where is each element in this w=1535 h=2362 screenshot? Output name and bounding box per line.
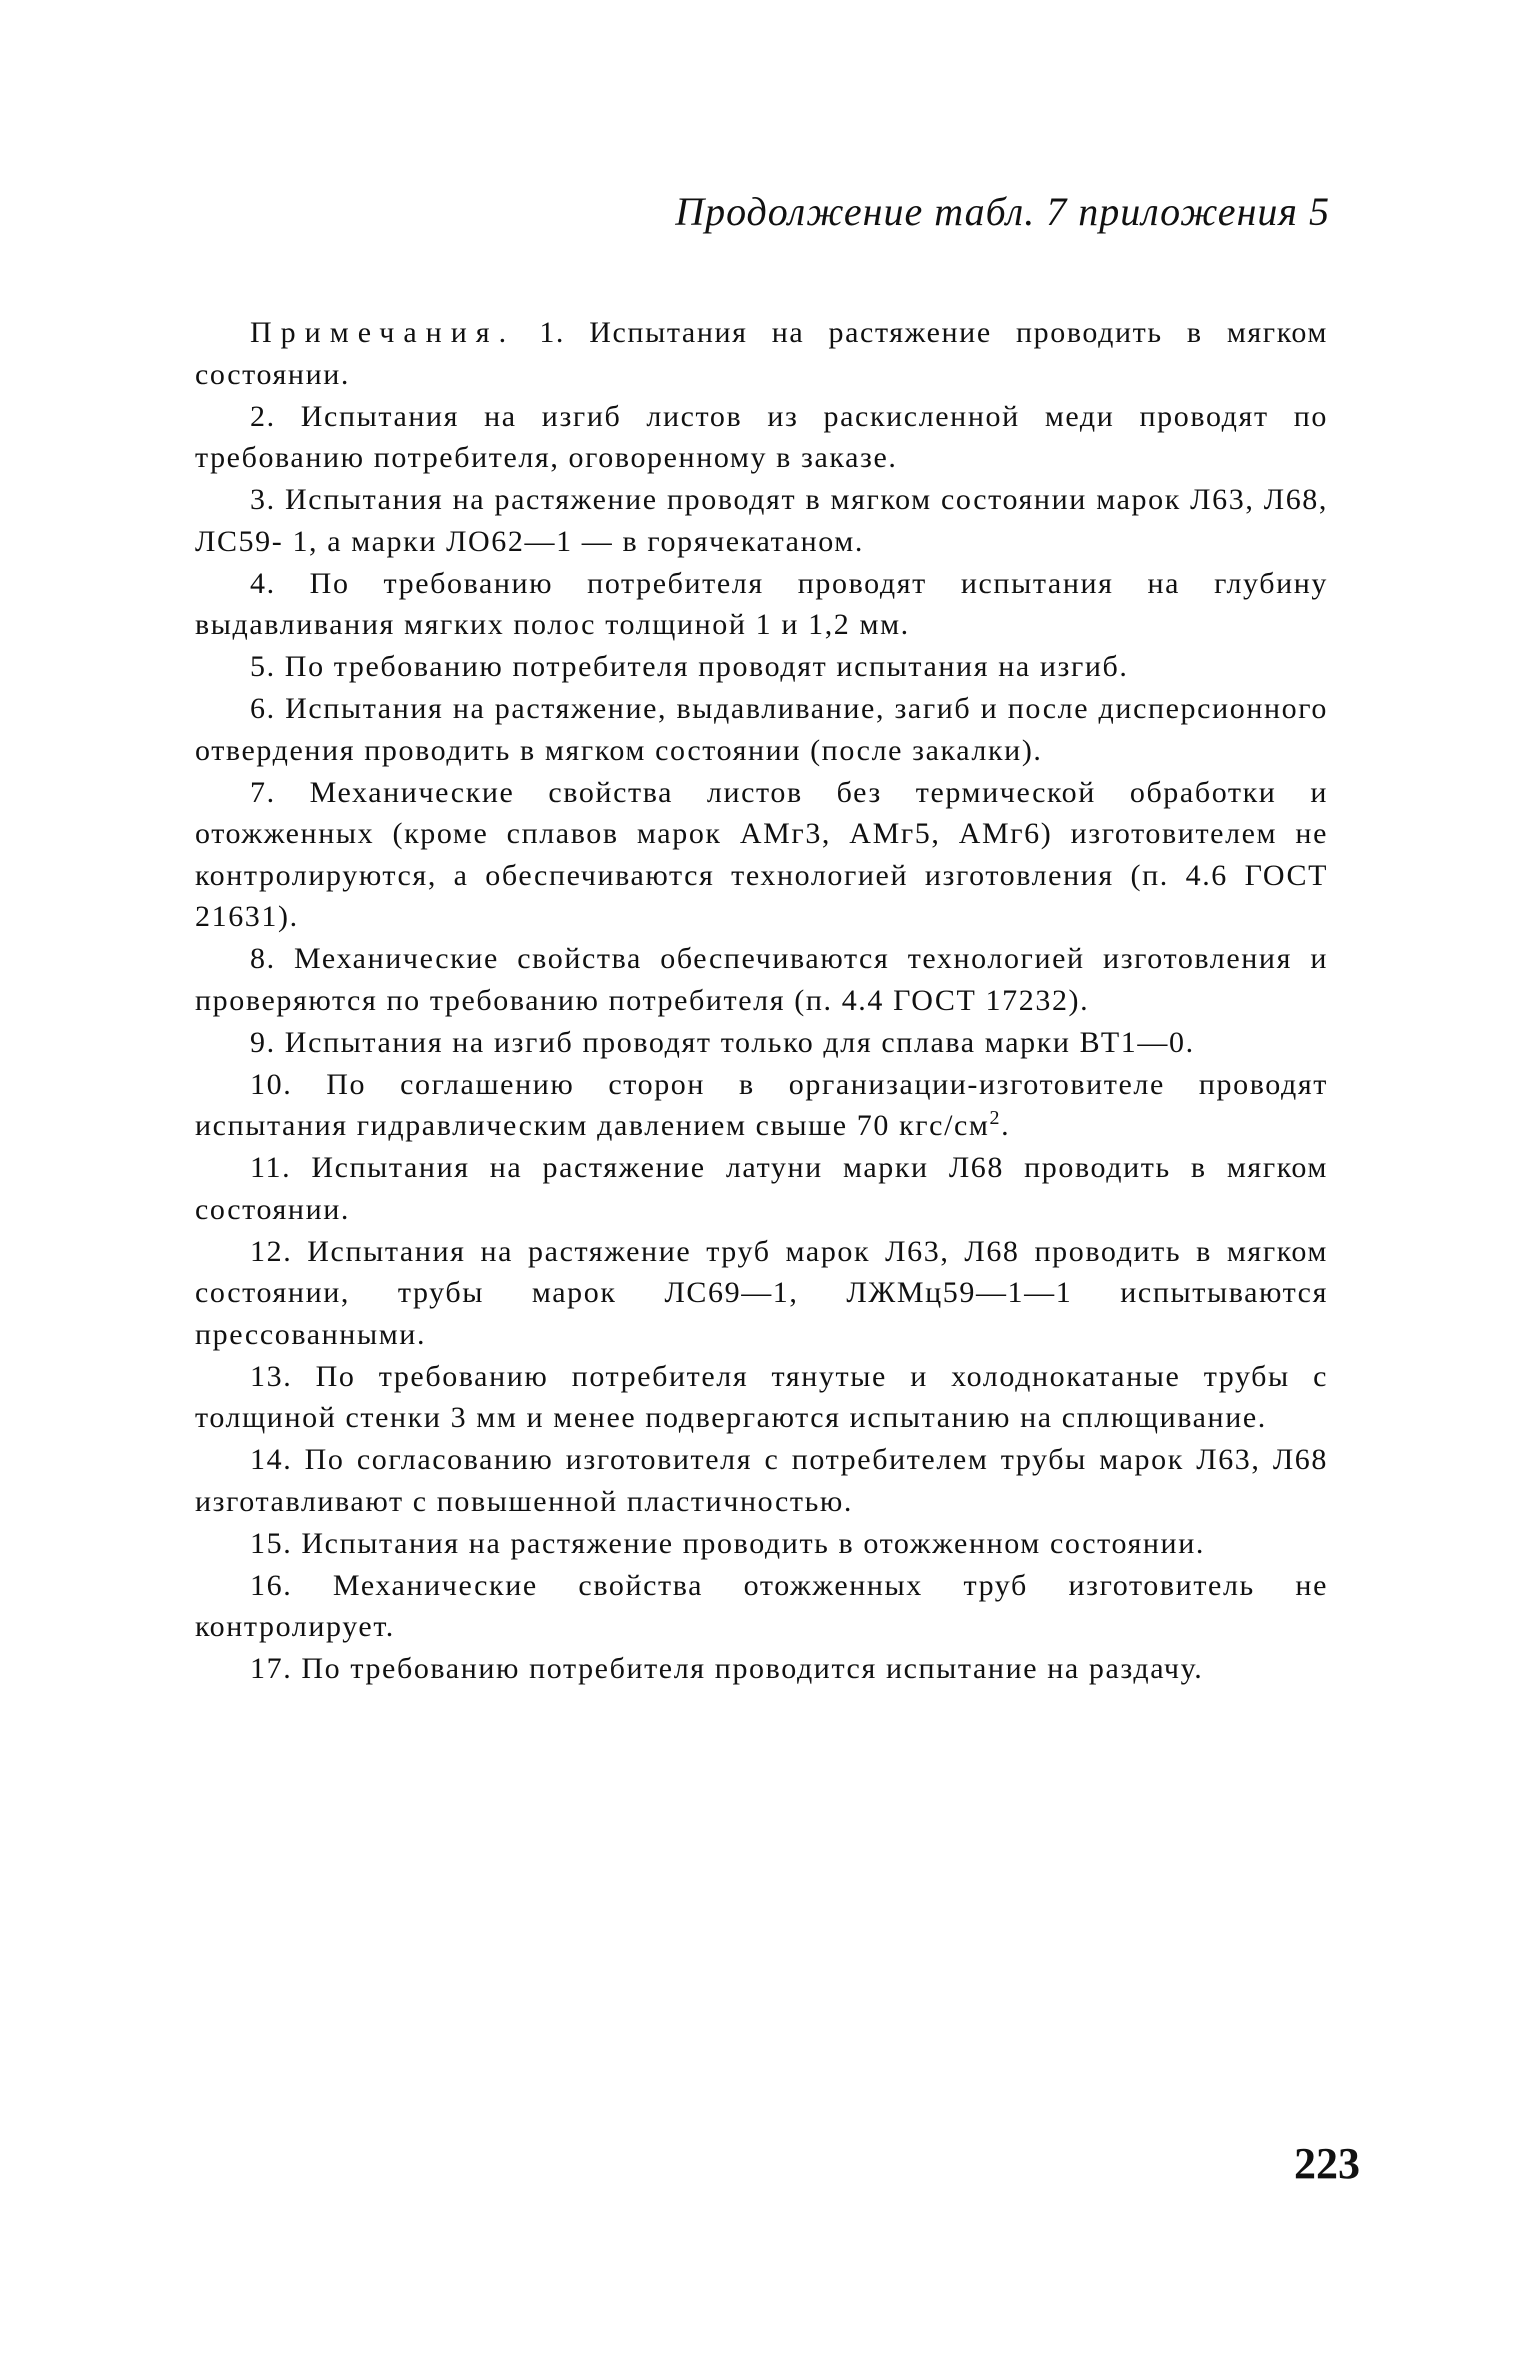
note-12: 12. Испытания на растяжение труб марок Л63, Л68 проводить в мягком состоянии, трубы марок ЛС69—1, ЛЖМц59—1—1 испытываются прессованными. (195, 1234, 1328, 1351)
notes-section (195, 312, 1328, 1690)
note-10-text: 10. По соглашению сторон в организации-изготовителе проводят испытания гидравлическим давлением свыше 70 кгс/см (195, 1067, 1328, 1142)
note-1 (195, 312, 1328, 395)
page-number: 223 (1294, 2139, 1360, 2188)
note-17: 17. По требованию потребителя проводится испытание на раздачу. (250, 1652, 1204, 1685)
note-6: 6. Испытания на растяжение, выдавливание, загиб и после дисперсионного отвердения проводить в мягком состоянии (после закалки). (195, 692, 1328, 767)
note-9: 9. Испытания на изгиб проводят только для сплава марки ВТ1—0. (250, 1025, 1195, 1059)
note-11: 11. Испытания на растяжение латуни марки Л68 проводить в мягком состоянии. (195, 1151, 1328, 1226)
note-2: 2. Испытания на изгиб листов из раскисленной меди проводят по требованию потребителя, оговоренному в заказе. (195, 399, 1328, 474)
note-15: 15. Испытания на растяжение проводить в отожженном состоянии. (250, 1526, 1205, 1560)
note-8: 8. Механические свойства обеспечиваются технологией изготовления и проверяются по требованию потребителя (п. 4.4 ГОСТ 17232). (195, 942, 1328, 1017)
note-10-superscript: 2 (989, 1107, 1002, 1129)
note-13: 13. По требованию потребителя тянутые и холоднокатаные трубы с толщиной стенки 3 мм и менее подвергаются испытанию на сплющивание. (195, 1359, 1328, 1434)
note-10 (195, 1064, 1328, 1147)
note-7: 7. Механические свойства листов без термической обработки и отожженных (кроме сплавов марок АМг3, АМг5, АМг6) изготовителем не контролируются, а обеспечиваются технологией изготовления (п. 4.6 ГОСТ 21631). (195, 775, 1328, 933)
note-16: 16. Механические свойства отожженных труб изготовитель не контролирует. (195, 1568, 1328, 1643)
note-3: 3. Испытания на растяжение проводят в мягком состоянии марок Л63, Л68, ЛС59- 1, а марки ЛО62—1 — в горячекатаном. (195, 483, 1328, 558)
note-5: 5. По требованию потребителя проводят испытания на изгиб. (250, 650, 1129, 683)
page-header-title: Продолжение табл. 7 приложения 5 (675, 189, 1330, 234)
note-4: 4. По требованию потребителя проводят испытания на глубину выдавливания мягких полос толщиной 1 и 1,2 мм. (195, 566, 1328, 641)
note-1-text: 1. Испытания на растяжение проводить в мягком состоянии. (195, 316, 1328, 391)
note-10-end: . (1001, 1109, 1011, 1142)
notes-title: Примечания. (250, 316, 516, 349)
note-14: 14. По согласованию изготовителя с потребителем трубы марок Л63, Л68 изготавливают с повышенной пластичностью. (195, 1443, 1328, 1518)
